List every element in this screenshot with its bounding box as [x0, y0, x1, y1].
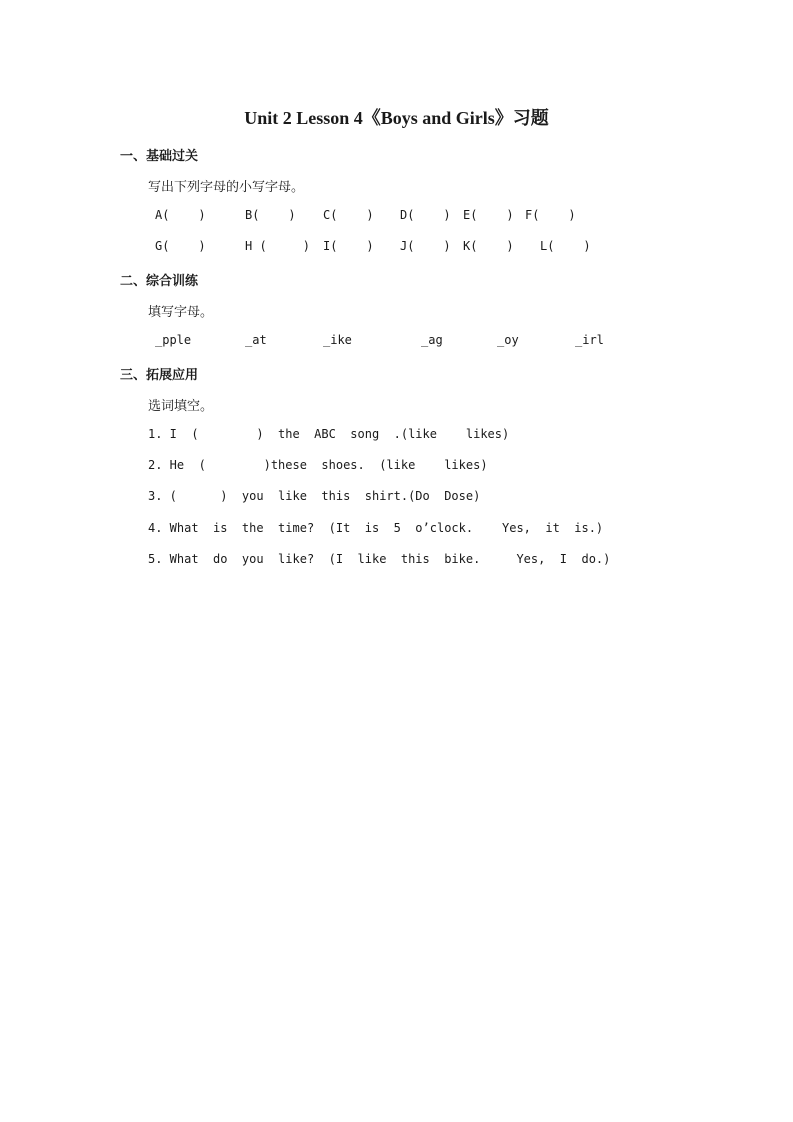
fill-letter-item: _oy [497, 333, 519, 347]
letter-item: B( ) [245, 208, 296, 222]
letter-item: H ( ) [245, 239, 311, 253]
section1-instruction: 写出下列字母的小写字母。 [148, 180, 305, 195]
fill-letter-item: _ike [323, 333, 352, 347]
fill-letter-item: _irl [575, 333, 604, 347]
question-line: 1. I ( ) the ABC song .(like likes) [148, 427, 510, 441]
letter-item: K( ) [463, 239, 514, 253]
letter-item: I( ) [323, 239, 374, 253]
letter-item: A( ) [155, 208, 206, 222]
page-title: Unit 2 Lesson 4《Boys and Girls》习题 [244, 108, 549, 128]
fill-letter-item: _at [245, 333, 267, 347]
fill-letter-item: _pple [155, 333, 192, 347]
section3-instruction: 选词填空。 [148, 399, 214, 414]
fill-letter-item: _ag [421, 333, 443, 347]
section2-instruction: 填写字母。 [148, 305, 214, 320]
letter-item: C( ) [323, 208, 374, 222]
letter-item: E( ) [463, 208, 514, 222]
question-line: 3. ( ) you like this shirt.(Do Dose) [148, 489, 481, 503]
question-line: 2. He ( )these shoes. (like likes) [148, 458, 488, 472]
letter-item: D( ) [400, 208, 451, 222]
question-line: 5. What do you like? (I like this bike. Yes, I do.) [148, 552, 611, 566]
letter-item: J( ) [400, 239, 451, 253]
section3-heading: 三、拓展应用 [120, 368, 199, 383]
section1-heading: 一、基础过关 [120, 149, 199, 164]
question-line: 4. What is the time? (It is 5 o’clock. Yes, it is.) [148, 521, 604, 535]
section2-heading: 二、综合训练 [120, 274, 199, 289]
letter-item: G( ) [155, 239, 206, 253]
letter-item: F( ) [525, 208, 576, 222]
letter-item: L( ) [540, 239, 591, 253]
